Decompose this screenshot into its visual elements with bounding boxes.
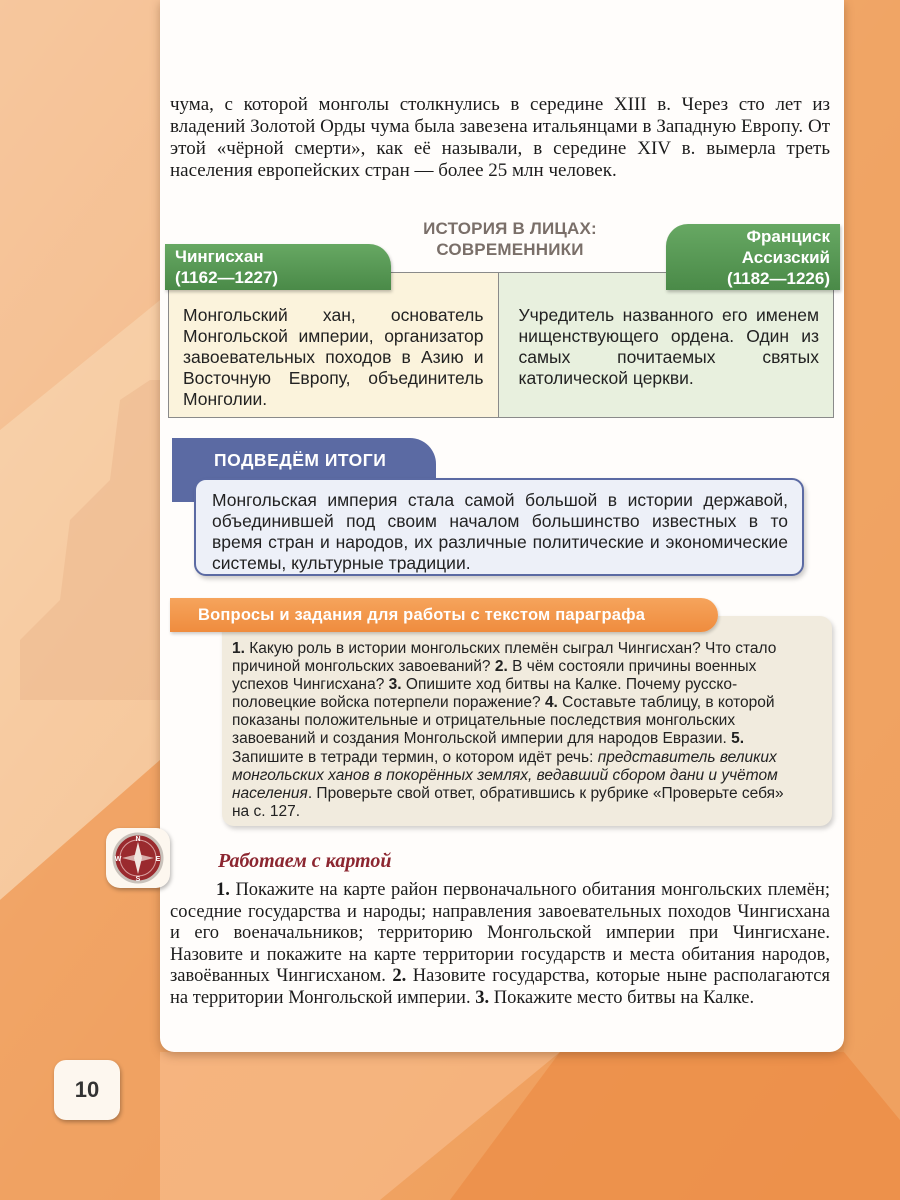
question-number: 3. xyxy=(388,676,402,694)
task-number: 3. xyxy=(475,987,490,1008)
task-number: 2. xyxy=(392,966,407,986)
person-name: Чингисхан xyxy=(175,247,264,266)
compass-letter-w: W xyxy=(114,856,122,863)
question-number: 4. xyxy=(544,694,558,712)
task-text: Назовите государства, которые ныне располагаются на территории Монгольской империи. xyxy=(170,966,830,1008)
genghis-khan-description: Монгольский хан, основатель Монгольской империи, организатор завоевательных походов в Азию и Восточную Европу, объединитель Монголии. xyxy=(169,273,499,417)
summary-box: Монгольская империя стала самой большой в истории державой, объединившей под своим началом большинство известных в то время стран и народов, их различные политические и экономические системы, культурные традиции. xyxy=(194,478,804,576)
task-number: 1. xyxy=(216,880,230,900)
question-text: Запишите в тетради термин, о котором идёт речь: xyxy=(232,748,598,766)
history-faces-heading-line2: СОВРЕМЕННИКИ xyxy=(436,240,584,259)
compass-letter-s: S xyxy=(135,876,141,883)
map-work-text xyxy=(170,880,830,1009)
person-name-line1: Франциск xyxy=(746,227,830,246)
person-tab-genghis-khan xyxy=(165,244,391,290)
question-text: Составьте таблицу, в которой показаны положительные и отрицательные последствия монгольских завоеваний и создания Монгольской империи для народов Евразии. xyxy=(232,694,775,748)
question-number: 2. xyxy=(494,658,508,676)
francis-description: Учредитель названного его именем нищенствующего ордена. Один из самых почитаемых святых католической церкви. xyxy=(499,273,834,417)
question-number: 1. xyxy=(232,640,245,657)
history-faces-heading-line1: ИСТОРИЯ В ЛИЦАХ: xyxy=(423,219,597,238)
task-text: Покажите на карте район первоначального обитания монгольских племён; соседние государства и народы; направления завоевательных походов Чингисхана и его военачальников; территорию Монгольской империи при Чингисхане. Назовите и покажите на карте территории государств и места обитания народов, завоёванных Чингисханом. xyxy=(170,880,830,986)
person-years: (1182—1226) xyxy=(726,269,830,288)
person-name-line2: Ассизский xyxy=(741,248,830,267)
question-text: В чём состояли причины военных успехов Чингисхана? xyxy=(232,658,757,694)
person-tab-francis-of-assisi xyxy=(666,224,840,290)
compass-icon xyxy=(106,828,170,888)
history-faces-heading xyxy=(390,218,630,260)
intro-paragraph: чума, с которой монголы столкнулись в середине XIII в. Через сто лет из владений Золотой Орды чума была завезена итальянцами в Западную Европу. От этой «чёрной смерти», как её называли, в середине XIV в. вымерла треть населения европейских стран — более 25 млн человек. xyxy=(170,94,830,181)
task-text: Покажите место битвы на Калке. xyxy=(489,987,755,1008)
person-years: (1162—1227) xyxy=(175,268,279,287)
history-faces-table xyxy=(168,272,834,418)
compass-tile xyxy=(106,828,170,888)
question-number: 5. xyxy=(731,730,745,748)
map-work-heading: Работаем с картой xyxy=(218,850,392,872)
compass-letter-e: E xyxy=(155,856,161,863)
summary-title: ПОДВЕДЁМ ИТОГИ xyxy=(172,438,436,502)
question-text: Опишите ход битвы на Калке. Почему русско-половецкие войска потерпели поражение? xyxy=(232,676,738,712)
question-text: . Проверьте свой ответ, обратившись к рубрике «Проверьте себя» на с. 127. xyxy=(232,784,784,820)
questions-text xyxy=(232,640,804,821)
questions-title: Вопросы и задания для работы с текстом параграфа xyxy=(170,598,718,632)
compass-letter-n: N xyxy=(135,836,141,843)
question-definition: представитель великих монгольских ханов в покорённых землях, ведавший сбором дани и учётом населения xyxy=(232,748,778,802)
question-text: Какую роль в истории монгольских племён сыграл Чингисхан? Что стало причиной монгольских завоеваний? xyxy=(232,640,777,676)
page-number: 10 xyxy=(54,1060,120,1120)
